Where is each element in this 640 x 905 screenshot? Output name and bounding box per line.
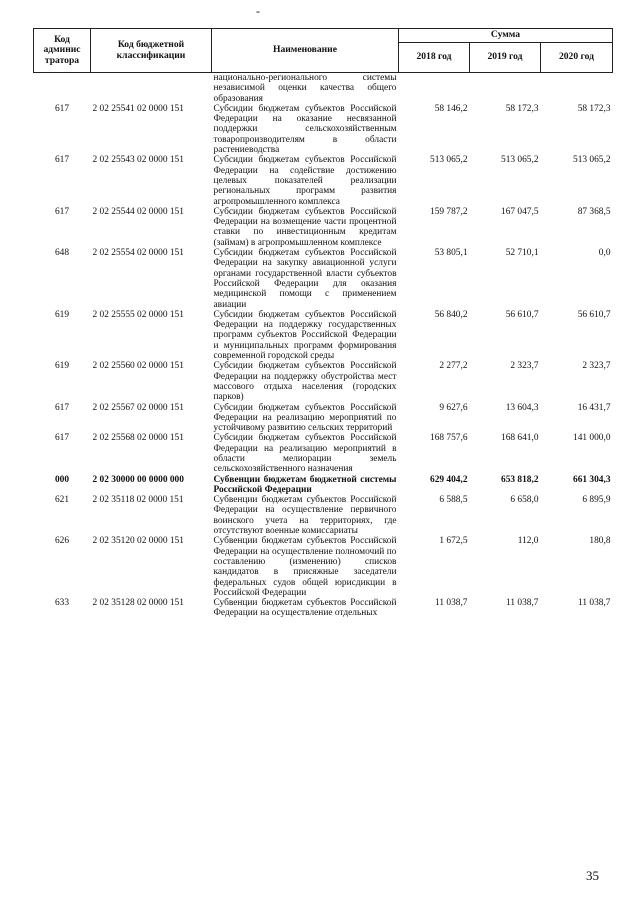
cell-name: национально-регионального системы независимой оценки качества общего образования [213,73,397,104]
cell-sum-2018 [399,73,470,104]
cell-sum-2019: 58 172,3 [505,103,539,114]
cell-name: Субсидии бюджетам субъектов Российской Федерации на поддержку государственных программ субъектов Российской Федерации и муниципальных программ формирования современной городской среды [213,309,397,362]
header-kbk: Код бюджетной классификации [91,29,212,73]
cell-sum-2020: 2 323,7 [582,361,611,372]
cell-sum-2018: 168 757,6 [430,433,468,444]
table-row [34,598,613,619]
cell-kbk-code: 2 02 35120 02 0000 151 [92,536,184,547]
cell-sum-2018: 629 404,2 [430,474,468,485]
cell-sum-2019: 167 047,5 [501,206,539,217]
table-row [34,155,613,206]
header-year-2018: 2018 год [399,43,470,73]
cell-sum-2020: 180,8 [589,536,611,547]
table-row [34,207,613,248]
cell-admin-code: 619 [54,309,70,320]
cell-admin-code: 617 [54,103,70,114]
cell-name: Субвенции бюджетам субъектов Российской Федерации на осуществление отдельных [213,598,397,619]
header-sum: Сумма [399,29,613,43]
cell-sum-2018: 56 840,2 [434,309,468,320]
cell-sum-2018: 1 672,5 [439,536,468,547]
top-mark: - [256,4,260,18]
table-row [34,310,613,361]
cell-name: Субсидии бюджетам субъектов Российской Федерации на реализацию мероприятий в области мелиорации земель сельскохозяйственного назначения [213,433,397,475]
page-number: 35 [586,868,599,883]
header-code-admin: Код админис тратора [34,29,91,73]
budget-table [33,28,613,619]
cell-name: Субвенции бюджетам субъектов Российской Федерации на осуществление первичного воинского учета на территориях, где отсутствуют военные комиссариаты [213,495,397,537]
cell-kbk-code: 2 02 25555 02 0000 151 [92,309,184,320]
cell-admin-code: 000 [54,474,70,485]
table-row [34,536,613,598]
cell-sum-2018: 53 805,1 [434,248,468,259]
cell-admin-code: 617 [54,206,70,217]
cell-kbk-code: 2 02 35128 02 0000 151 [92,598,184,609]
cell-admin-code: 633 [54,598,70,609]
cell-sum-2019: 52 710,1 [505,248,539,259]
cell-sum-2020: 58 172,3 [577,103,611,114]
table-row [34,403,613,434]
header-year-2019: 2019 год [470,43,541,73]
cell-name: Субсидии бюджетам субъектов Российской Федерации на возмещение части процентной ставки по инвестиционным кредитам (займам) в агропромышленном комплексе [213,206,397,248]
cell-kbk-code: 2 02 25541 02 0000 151 [92,103,184,114]
cell-kbk-code: 2 02 25567 02 0000 151 [92,402,184,413]
cell-sum-2018: 6 588,5 [439,495,468,506]
cell-sum-2018: 58 146,2 [434,103,468,114]
cell-name: Субсидии бюджетам субъектов Российской Федерации на реализацию мероприятий по устойчивому развитию сельских территорий [213,402,397,434]
cell-sum-2020: 0,0 [598,248,611,259]
cell-sum-2020: 56 610,7 [577,309,611,320]
cell-sum-2018: 513 065,2 [430,155,468,166]
cell-sum-2020: 513 065,2 [573,155,611,166]
cell-sum-2020: 141 000,0 [573,433,611,444]
table-row [34,248,613,310]
cell-admin-code: 619 [54,361,70,372]
cell-admin-code: 626 [54,536,70,547]
table-row [34,104,613,155]
cell-sum-2018: 2 277,2 [439,361,468,372]
cell-sum-2019: 653 818,2 [501,474,539,485]
cell-sum-2019: 112,0 [517,536,539,547]
cell-sum-2018: 159 787,2 [430,206,468,217]
cell-admin-code [34,73,91,104]
cell-sum-2020: 87 368,5 [577,206,611,217]
cell-sum-2019: 13 604,3 [505,402,539,413]
table-row [34,361,613,402]
cell-kbk-code: 2 02 30000 00 0000 000 [92,474,184,485]
cell-name: Субвенции бюджетам бюджетной системы Российской Федерации [213,474,397,495]
cell-sum-2019: 11 038,7 [506,598,539,609]
cell-sum-2020: 6 895,9 [582,495,611,506]
cell-sum-2019: 6 658,0 [510,495,539,506]
cell-sum-2019: 2 323,7 [510,361,539,372]
header-name: Наименование [212,29,399,73]
cell-sum-2018: 9 627,6 [439,402,468,413]
table-row [34,73,613,104]
cell-name: Субвенции бюджетам субъектов Российской Федерации на осуществление полномочий по составлению (изменению) списков кандидатов в присяжные заседатели федеральных судов общей юрисдикции в Российской Федерации [213,536,397,598]
cell-kbk-code [91,73,212,104]
cell-kbk-code: 2 02 25543 02 0000 151 [92,155,184,166]
cell-sum-2019 [470,73,541,104]
cell-kbk-code: 2 02 25544 02 0000 151 [92,206,184,217]
cell-name: Субсидии бюджетам субъектов Российской Федерации на закупку авиационной услуги органами государственной власти субъектов Российской Федерации для оказания медицинской помощи с применением авиации [213,248,397,310]
cell-sum-2020 [541,73,613,104]
cell-admin-code: 648 [54,248,70,259]
cell-sum-2020: 11 038,7 [578,598,611,609]
cell-kbk-code: 2 02 25560 02 0000 151 [92,361,184,372]
cell-admin-code: 617 [54,402,70,413]
cell-sum-2019: 513 065,2 [501,155,539,166]
table-row [34,433,613,474]
cell-admin-code: 621 [54,495,70,506]
cell-name: Субсидии бюджетам субъектов Российской Федерации на содействие достижению целевых показателей реализации региональных программ развития агропромышленного комплекса [213,155,397,207]
header-year-2020: 2020 год [541,43,613,73]
cell-admin-code: 617 [54,433,70,444]
cell-name: Субсидии бюджетам субъектов Российской Федерации на оказание несвязанной поддержки сельскохозяйственным товаропроизводителям в области растениеводства [213,103,397,156]
cell-admin-code: 617 [54,155,70,166]
cell-sum-2019: 168 641,0 [501,433,539,444]
cell-kbk-code: 2 02 25568 02 0000 151 [92,433,184,444]
table-body [34,73,613,619]
table-row [34,495,613,536]
cell-sum-2020: 16 431,7 [577,402,611,413]
cell-sum-2020: 661 304,3 [573,474,611,485]
cell-sum-2018: 11 038,7 [435,598,468,609]
cell-sum-2019: 56 610,7 [505,309,539,320]
cell-kbk-code: 2 02 35118 02 0000 151 [92,495,184,506]
table-row [34,475,613,496]
cell-kbk-code: 2 02 25554 02 0000 151 [92,248,184,259]
cell-name: Субсидии бюджетам субъектов Российской Федерации на поддержку обустройства мест массового отдыха населения (городских парков) [213,361,397,403]
